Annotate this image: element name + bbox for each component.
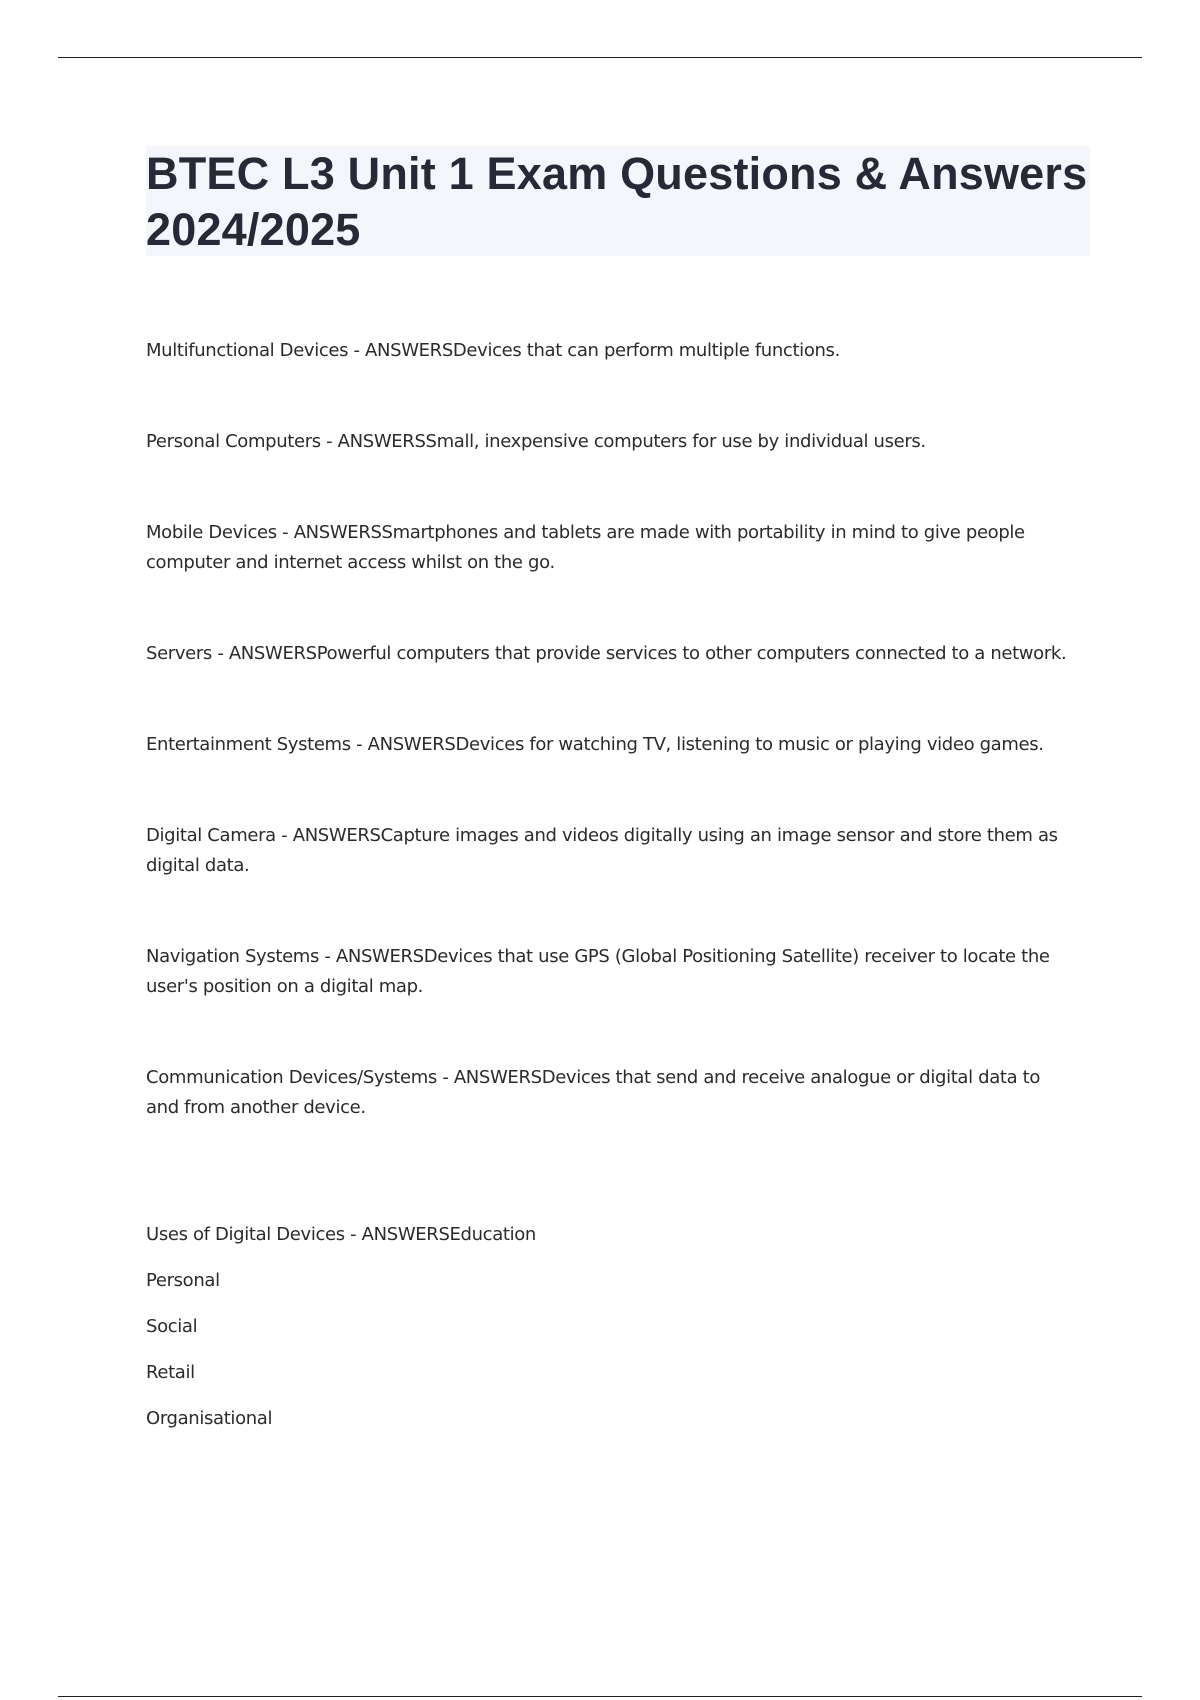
qa-item: Communication Devices/Systems - ANSWERSDevices that send and receive analogue or digital data to and from another device. — [146, 1067, 1041, 1118]
bottom-divider — [58, 1696, 1142, 1697]
uses-item: Social — [146, 1316, 198, 1337]
qa-item: Navigation Systems - ANSWERSDevices that use GPS (Global Positioning Satellite) receiver to locate the user's position on a digital map. — [146, 946, 1050, 997]
qa-item: Personal Computers - ANSWERSSmall, inexpensive computers for use by individual users. — [146, 431, 926, 452]
document-title: BTEC L3 Unit 1 Exam Questions & Answers 2024/2025 — [146, 148, 1088, 255]
qa-item: Mobile Devices - ANSWERSSmartphones and tablets are made with portability in mind to give people computer and internet access whilst on the go. — [146, 522, 1025, 573]
title-banner — [146, 146, 1090, 256]
uses-heading: Uses of Digital Devices - ANSWERSEducation — [146, 1224, 536, 1245]
qa-item: Digital Camera - ANSWERSCapture images and videos digitally using an image sensor and store them as digital data. — [146, 825, 1058, 876]
qa-item: Multifunctional Devices - ANSWERSDevices that can perform multiple functions. — [146, 340, 840, 361]
uses-list — [146, 1220, 536, 1450]
top-divider — [58, 57, 1142, 58]
uses-item: Personal — [146, 1270, 220, 1291]
qa-list — [146, 336, 1076, 1133]
qa-item: Servers - ANSWERSPowerful computers that provide services to other computers connected to a network. — [146, 643, 1067, 664]
uses-item: Organisational — [146, 1408, 273, 1429]
qa-item: Entertainment Systems - ANSWERSDevices for watching TV, listening to music or playing video games. — [146, 734, 1044, 755]
uses-item: Retail — [146, 1362, 195, 1383]
